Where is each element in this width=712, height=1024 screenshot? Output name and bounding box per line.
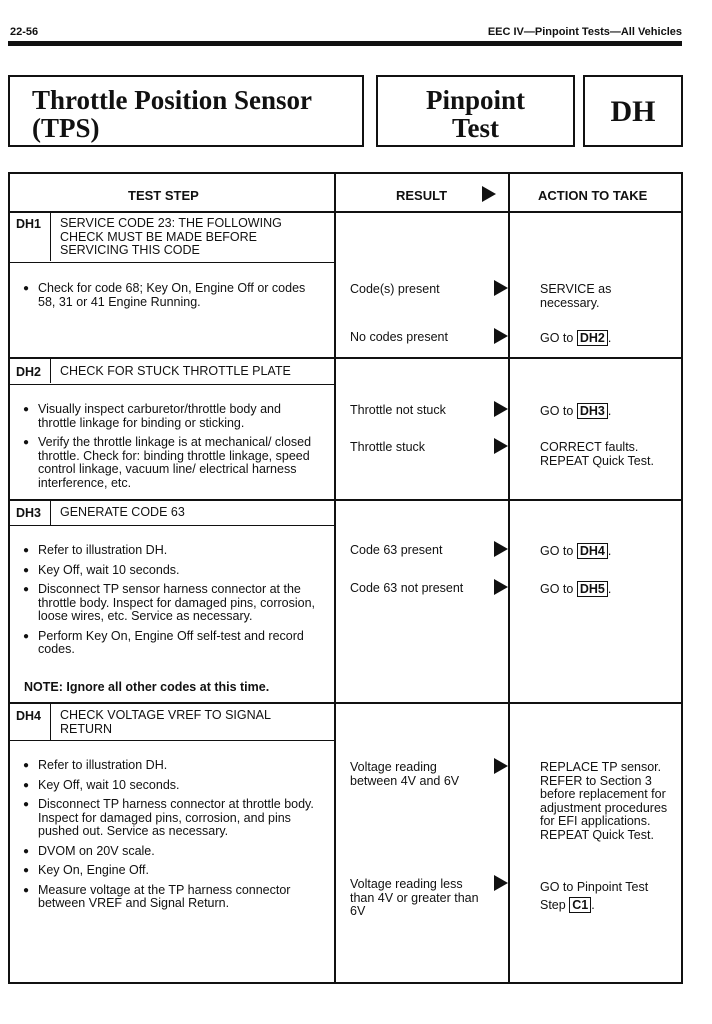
- bullet-item: ● Measure voltage at the TP harness connector between VREF and Signal Return.: [22, 884, 322, 911]
- action-text: SERVICE as necessary.: [540, 282, 612, 310]
- step-ref-c1[interactable]: C1: [569, 897, 591, 913]
- bullet-item: ● Disconnect TP harness connector at throttle body. Inspect for damaged pins, corrosion, and pins pushed out. Service as necessary.: [22, 798, 322, 839]
- step-code: DH1: [16, 217, 42, 231]
- title-line-1: Throttle Position Sensor: [32, 85, 313, 115]
- code-divider: [50, 213, 51, 261]
- section-title: EEC IV—Pinpoint Tests—All Vehicles: [487, 26, 682, 38]
- page-number: 22-56: [10, 26, 39, 38]
- arrow-right-icon: [494, 875, 508, 891]
- header-rule: [8, 41, 682, 46]
- action-prefix: GO to: [540, 544, 574, 558]
- code-divider: [50, 501, 51, 525]
- step-title: CHECK FOR STUCK THROTTLE PLATE: [60, 364, 291, 378]
- step-bullets: [22, 282, 320, 315]
- test-code-box: [583, 75, 683, 147]
- note-label: NOTE:: [24, 680, 63, 694]
- action-prefix: GO to: [540, 331, 574, 345]
- bullet-item: ● Perform Key On, Engine Off self-test and record codes.: [22, 630, 322, 657]
- step-ref-dh3[interactable]: DH3: [577, 403, 608, 419]
- action-text: [540, 878, 670, 914]
- bullet-item: ● Refer to illustration DH.: [22, 759, 322, 773]
- code-divider: [50, 359, 51, 383]
- bullet-item: ● DVOM on 20V scale.: [22, 845, 322, 859]
- step-title: SERVICE CODE 23: THE FOLLOWING CHECK MUST BE MADE BEFORE SERVICING THIS CODE: [60, 216, 282, 257]
- arrow-right-icon: [494, 328, 508, 344]
- bullet-item: ● Visually inspect carburetor/throttle body and throttle linkage for binding or sticking.: [22, 403, 322, 430]
- column-divider: [334, 174, 336, 982]
- action-suffix: .: [607, 331, 612, 345]
- action-suffix: .: [591, 898, 595, 912]
- title-line-2: (TPS): [32, 113, 100, 143]
- arrow-right-icon: [494, 280, 508, 296]
- header-action: ACTION TO TAKE: [538, 188, 648, 203]
- action-suffix: .: [607, 544, 612, 558]
- action-prefix: GO to: [540, 404, 574, 418]
- arrow-right-icon: [494, 579, 508, 595]
- code-divider: [50, 704, 51, 740]
- action-prefix: GO to: [540, 582, 574, 596]
- result-text: No codes present: [350, 330, 448, 344]
- step-bullets: [22, 544, 322, 663]
- note-text: Ignore all other codes at this time.: [66, 680, 270, 694]
- column-divider: [508, 174, 510, 982]
- action-text: [540, 581, 611, 597]
- result-text: Code 63 not present: [350, 581, 464, 595]
- test-code: DH: [610, 95, 656, 128]
- test-table: [8, 172, 683, 984]
- action-prefix: GO to Pinpoint Test Step: [540, 880, 649, 912]
- bullet-item: ● Disconnect TP sensor harness connector at the throttle body. Inspect for damaged pins, corrosion, loose wires, etc. Service as necessary.: [22, 583, 322, 624]
- step-code: DH4: [16, 709, 42, 723]
- step-title-divider: [10, 384, 334, 385]
- arrow-right-icon: [494, 401, 508, 417]
- step-bullets: [22, 759, 322, 917]
- action-text: REPLACE TP sensor. REFER to Section 3 before replacement for adjustment procedures for EFI applications. REPEAT Quick Test.: [540, 760, 668, 842]
- arrow-right-icon: [482, 186, 496, 202]
- step-title-divider: [10, 525, 334, 526]
- arrow-right-icon: [494, 758, 508, 774]
- step-title-divider: [10, 740, 334, 741]
- action-text: [540, 543, 611, 559]
- bullet-item: ● Key Off, wait 10 seconds.: [22, 564, 322, 578]
- step-note: [24, 681, 324, 695]
- bullet-item: ● Check for code 68; Key On, Engine Off or codes 58, 31 or 41 Engine Running.: [22, 282, 320, 309]
- step-title-divider: [10, 262, 334, 263]
- step-title: CHECK VOLTAGE VREF TO SIGNAL RETURN: [60, 708, 271, 736]
- action-text: CORRECT faults. REPEAT Quick Test.: [540, 440, 654, 468]
- step-title: GENERATE CODE 63: [60, 505, 185, 519]
- bullet-item: ● Refer to illustration DH.: [22, 544, 322, 558]
- pinpoint-line-1: Pinpoint: [425, 85, 526, 115]
- action-suffix: .: [607, 404, 612, 418]
- header-test-step: TEST STEP: [128, 188, 199, 203]
- step-ref-dh2[interactable]: DH2: [577, 330, 608, 346]
- result-text: Code 63 present: [350, 543, 443, 557]
- bullet-item: ● Verify the throttle linkage is at mechanical/ closed throttle. Check for: binding throttle linkage, speed control linkage, vacuum line/ electrical harness interference, etc.: [22, 436, 322, 490]
- header-result: RESULT: [396, 188, 448, 203]
- bullet-item: ● Key On, Engine Off.: [22, 864, 322, 878]
- step-code: DH3: [16, 506, 42, 520]
- result-text: Code(s) present: [350, 282, 440, 296]
- arrow-right-icon: [494, 541, 508, 557]
- action-suffix: .: [607, 582, 612, 596]
- pinpoint-line-2: Test: [451, 113, 499, 143]
- result-text: Voltage reading between 4V and 6V: [350, 760, 460, 788]
- step-code: DH2: [16, 365, 42, 379]
- step-divider: [10, 702, 681, 704]
- result-text: Throttle not stuck: [350, 403, 446, 417]
- action-text: [540, 330, 611, 346]
- bullet-item: ● Key Off, wait 10 seconds.: [22, 779, 322, 793]
- step-ref-dh4[interactable]: DH4: [577, 543, 608, 559]
- result-text: Throttle stuck: [350, 440, 426, 454]
- result-text: Voltage reading less than 4V or greater than 6V: [350, 877, 479, 918]
- step-ref-dh5[interactable]: DH5: [577, 581, 608, 597]
- header-divider: [10, 211, 681, 213]
- step-divider: [10, 357, 681, 359]
- title-box: [8, 75, 364, 147]
- step-divider: [10, 499, 681, 501]
- arrow-right-icon: [494, 438, 508, 454]
- action-text: [540, 403, 611, 419]
- step-bullets: [22, 403, 322, 496]
- pinpoint-box: [376, 75, 575, 147]
